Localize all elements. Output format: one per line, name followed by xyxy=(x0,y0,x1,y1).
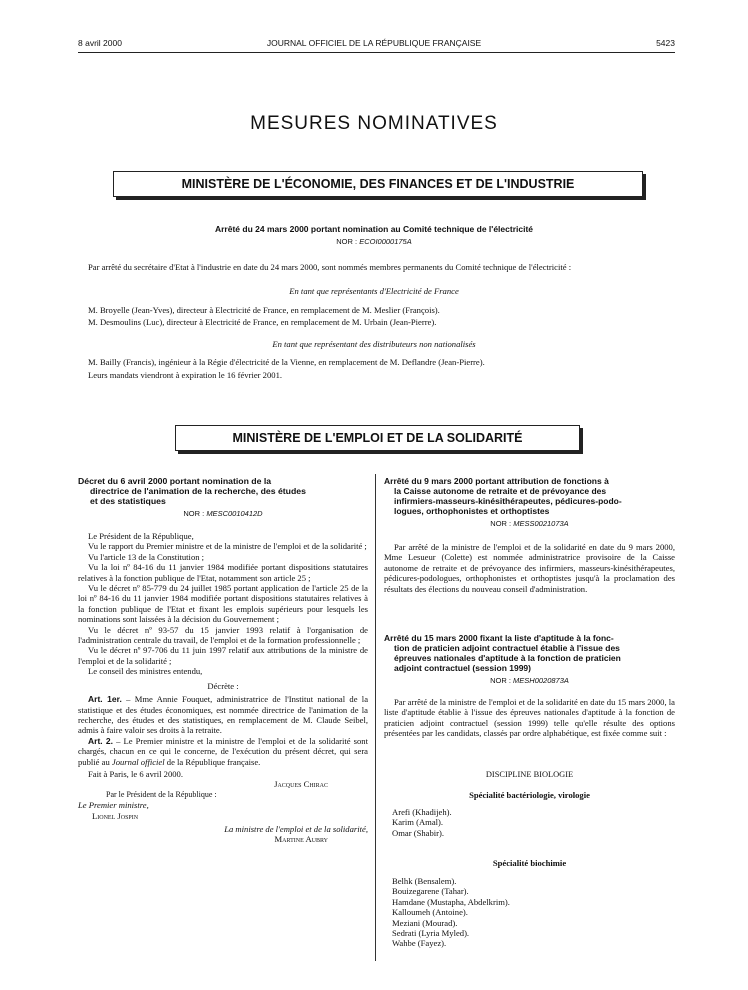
section1-mandate: Leurs mandats viendront à expiration le 16 février 2001. xyxy=(88,370,283,380)
ministry-title-emploi: MINISTÈRE DE L'EMPLOI ET DE LA SOLIDARITÉ xyxy=(232,431,523,445)
article-2-text: – Le Premier ministre et la ministre de l'emploi et de la solidarité sont chargés, chacun en ce qui le concerne, de l'exécution du présent décret, qui sera publié au xyxy=(78,735,368,767)
arrete-title-electricite: Arrêté du 24 mars 2000 portant nomination au Comité technique de l'électricité xyxy=(214,224,534,234)
signature-aubry: Martine Aubry xyxy=(274,834,328,845)
list-item: Kalloumeh (Antoine). xyxy=(392,907,468,918)
section1-sub1: En tant que représentants d'Electricité de France xyxy=(289,286,459,296)
arrete-caisse-title xyxy=(384,476,675,516)
decret-title-line: directrice de l'animation de la recherche, des études xyxy=(90,486,306,496)
arrete-title-line: adjoint contractuel (session 1999) xyxy=(394,663,531,673)
nor-code: MESS0021073A xyxy=(513,519,569,528)
article-2-label: Art. 2. xyxy=(88,735,114,746)
decret-block xyxy=(78,476,368,518)
list-item: Belhk (Bensalem). xyxy=(392,876,457,886)
nor-label: NOR : xyxy=(490,676,511,685)
arrete-title-line: Arrêté du 15 mars 2000 fixant la liste d'aptitude à la fonc- xyxy=(384,633,614,643)
decret-para: Le Président de la République, xyxy=(88,531,194,541)
specialite-biochimie: Spécialité biochimie xyxy=(492,858,567,868)
article-1-text: – Mme Annie Fouquet, administratrice de l'Institut national de la statistique et des études économiques, est nommée directrice de l'animation de la recherche, des études et des statistiques, en remplacement de M. Claude Seibel, admis à faire valoir ses droits à la retraite. xyxy=(78,694,369,736)
signature-chirac: Jacques Chirac xyxy=(274,779,328,790)
signature-jospin: Lionel Jospin xyxy=(92,810,139,821)
arrete-title-line: infirmiers-masseurs-kinésithérapeutes, pédicures-podo- xyxy=(394,496,622,506)
section1-sub2: En tant que représentant des distributeurs non nationalisés xyxy=(272,339,476,349)
header-page-number: 5423 xyxy=(656,38,675,48)
decret-title xyxy=(78,476,368,506)
fait-a-paris: Fait à Paris, le 6 avril 2000. xyxy=(88,768,183,779)
arrete-title-line: tion de praticien adjoint contractuel établie à l'issue des xyxy=(394,643,620,653)
arrete-aptitude-title xyxy=(384,633,675,673)
decret-title-line: et des statistiques xyxy=(90,496,166,506)
arrete-title-line: Arrêté du 9 mars 2000 portant attribution de fonctions à xyxy=(384,476,609,486)
header-rule xyxy=(78,52,675,53)
bacteriologie-list xyxy=(392,807,452,838)
section1-member-2: M. Desmoulins (Luc), directeur à Electricité de France, en remplacement de M. Urbain (Jean-Pierre). xyxy=(88,317,437,327)
arrete-title-line: logues, orthophonistes et orthoptistes xyxy=(394,506,550,516)
section1-intro: Par arrêté du secrétaire d'Etat à l'industrie en date du 24 mars 2000, sont nommés membres permanents du Comité technique de l'électricité : xyxy=(88,262,572,272)
list-item: Omar (Shabir). xyxy=(392,827,445,838)
section1-member-3: M. Bailly (Francis), ingénieur à la Régie d'électricité de la Vienne, en remplacement de M. Deflandre (Jean-Pierre). xyxy=(88,357,485,367)
article-2-text-end: de la République française. xyxy=(164,756,261,767)
section1-member-1: M. Broyelle (Jean-Yves), directeur à Electricité de France, en remplacement de M. Meslier (François). xyxy=(88,305,440,315)
arrete-title-line: la Caisse autonome de retraite et de prévoyance des xyxy=(394,486,607,496)
biochimie-list xyxy=(392,876,510,949)
nor-label: NOR : xyxy=(336,237,358,246)
decrete: Décrète : xyxy=(207,680,239,691)
list-item: Hamdane (Mustapha, Abdelkrim). xyxy=(392,896,510,907)
list-item: Sedrati (Lyria Myled). xyxy=(392,928,470,939)
nor-line-1 xyxy=(0,237,748,246)
decret-para: Vu la loi nº 84-16 du 11 janvier 1984 modifiée portant dispositions statutaires relatives à la fonction publique de l'Etat, notamment son article 25 ; xyxy=(78,562,368,583)
arrete-aptitude-block xyxy=(384,633,675,739)
decret-para: Vu l'article 13 de la Constitution ; xyxy=(88,551,205,562)
decret-para: Vu le décret nº 85-779 du 24 juillet 1985 portant application de l'article 25 de la loi nº 84-16 du 11 janvier 1984 modifiée portant dispositions statutaires relatives à la fonction publique de l'Etat et fixant les emplois supérieurs pour lesquels les nominations sont laissées à la décision du Gouvernement ; xyxy=(78,583,368,625)
premier-ministre: Le Premier ministre, xyxy=(78,800,149,811)
specialite-bacteriologie: Spécialité bactériologie, virologie xyxy=(469,790,590,800)
ministry-box-emploi xyxy=(175,425,580,451)
nor-code: MESH0020873A xyxy=(513,676,569,685)
par-le-president: Par le Président de la République : xyxy=(106,789,217,799)
decret-para: Vu le rapport du Premier ministre et de la ministre de l'emploi et de la solidarité ; xyxy=(88,541,367,552)
nor-line-4 xyxy=(384,676,675,685)
decret-title-line: Décret du 6 avril 2000 portant nomination de la xyxy=(78,476,272,486)
list-item: Bouizegarene (Tahar). xyxy=(392,886,469,897)
arrete-caisse-text: Par arrêté de la ministre de l'emploi et de la solidarité en date du 9 mars 2000, Mme Lesueur (Colette) est nommée administratrice provisoire de la Caisse autonome de retraite et de prévoyance des infirmiers, masseurs-kinésithérapeutes, pédicures-podologues, orthophonistes et orthoptistes jusqu'à la proclamation des résultats des élections du nouveau conseil d'administration. xyxy=(384,542,675,594)
nor-code: ECOI0000175A xyxy=(359,237,412,246)
list-item: Meziani (Mourad). xyxy=(392,917,458,928)
column-divider xyxy=(375,474,376,961)
header-journal: JOURNAL OFFICIEL DE LA RÉPUBLIQUE FRANÇAISE xyxy=(266,38,482,48)
nor-label: NOR : xyxy=(490,519,512,528)
journal-officiel: Journal officiel xyxy=(111,756,165,767)
ministry-box-economie xyxy=(113,171,643,197)
decret-para: Vu le décret nº 97-706 du 11 juin 1997 relatif aux attributions de la ministre de l'emploi et de la solidarité ; xyxy=(78,645,368,666)
list-item: Karim (Amal). xyxy=(392,817,444,828)
nor-code: MESC0010412D xyxy=(206,509,263,518)
discipline-biologie: DISCIPLINE BIOLOGIE xyxy=(485,770,574,779)
ministre-emploi: La ministre de l'emploi et de la solidarité, xyxy=(224,823,368,834)
list-item: Wahbe (Fayez). xyxy=(392,938,447,949)
nor-line-2 xyxy=(78,509,368,518)
decret-para: Vu le décret nº 93-57 du 15 janvier 1993 relatif à l'organisation de l'administration centrale du travail, de l'emploi et de la formation professionnelle ; xyxy=(78,624,368,646)
list-item: Arefi (Khadijeh). xyxy=(392,807,452,817)
header-date: 8 avril 2000 xyxy=(78,38,122,48)
decret-body xyxy=(78,531,368,845)
nor-label: NOR : xyxy=(183,509,205,518)
arrete-title-line: épreuves nationales d'aptitude à la fonction de praticien xyxy=(394,653,621,663)
ministry-title-economie: MINISTÈRE DE L'ÉCONOMIE, DES FINANCES ET DE L'INDUSTRIE xyxy=(181,177,575,191)
article-2 xyxy=(78,736,368,767)
page-title: MESURES NOMINATIVES xyxy=(250,113,498,134)
arrete-caisse-block xyxy=(384,476,675,594)
nor-line-3 xyxy=(384,519,675,528)
article-1 xyxy=(78,694,368,736)
arrete-aptitude-text: Par arrêté de la ministre de l'emploi et de la solidarité en date du 15 mars 2000, la liste d'aptitude établie à l'issue des épreuves nationales d'aptitude à la fonction de praticien adjoint contractuel (session 1999) telle qu'elle résulte des options présentées par les candidats, classés par ordre alphabétique, est fixée comme suit : xyxy=(384,697,675,739)
article-1-label: Art. 1er. xyxy=(88,694,122,705)
decret-para: Le conseil des ministres entendu, xyxy=(88,666,203,677)
